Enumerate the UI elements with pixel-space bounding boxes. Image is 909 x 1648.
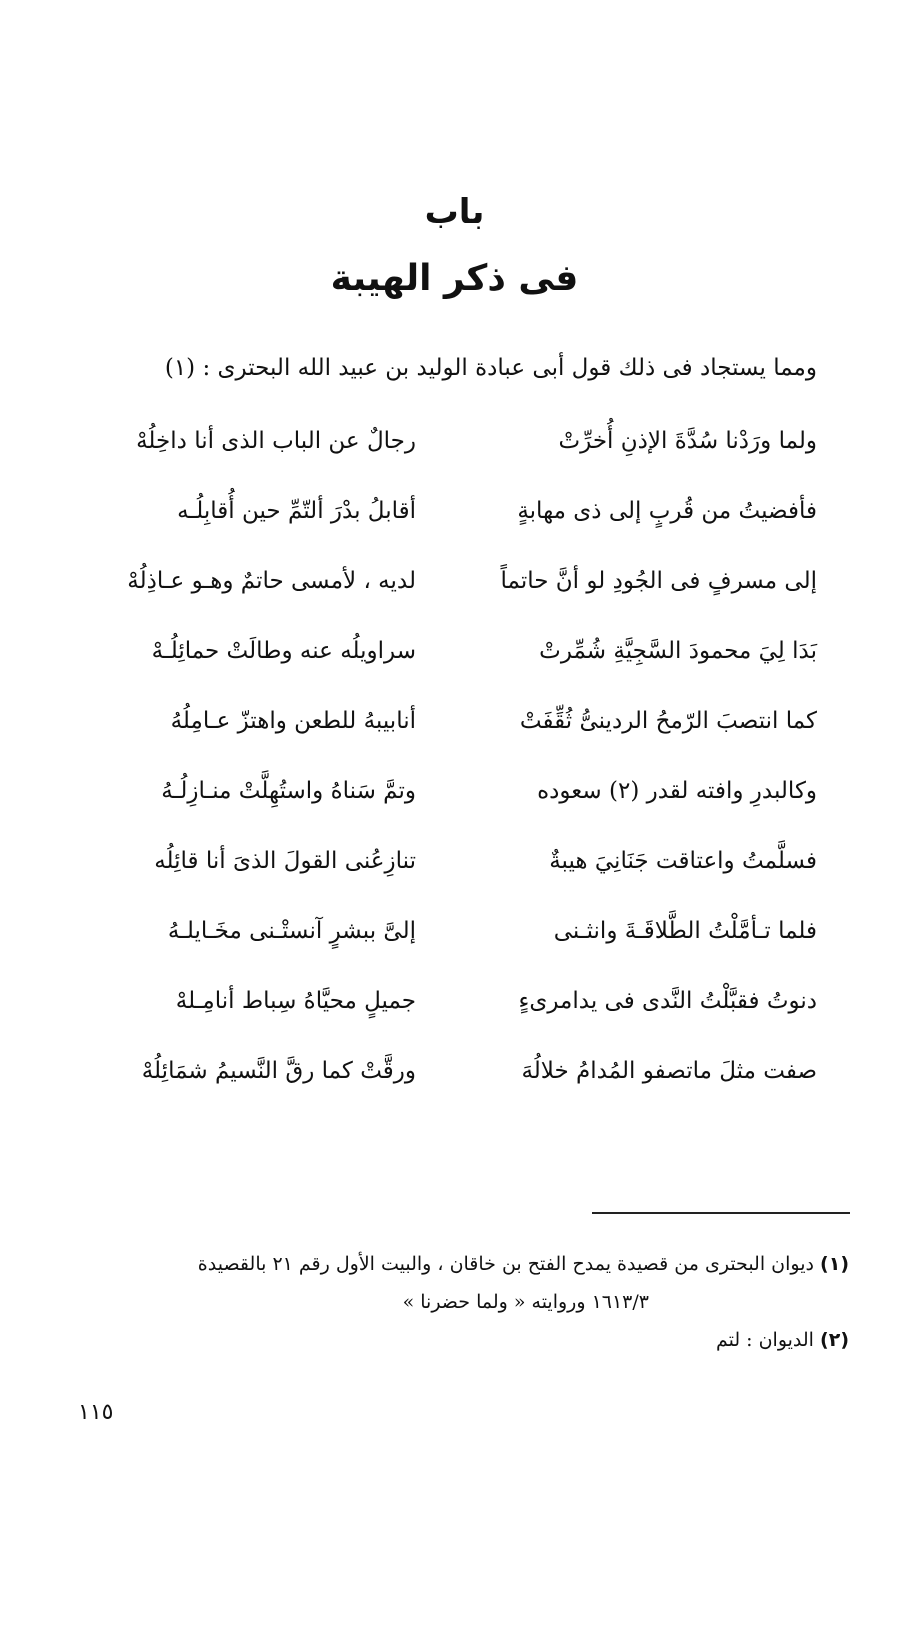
verse-first-hemistich: فأفضيتُ من قُربٍ إلى ذى مهابةٍ (517, 498, 817, 524)
verse (0, 700, 909, 770)
verse-second-hemistich: إلىَّ ببشرٍ آنستْـنى مخَـايلـهُ (167, 918, 416, 944)
verse (0, 980, 909, 1050)
verse-first-hemistich: كما انتصبَ الرّمحُ الردينىُّ ثُقِّفَتْ (519, 708, 817, 734)
verse (0, 840, 909, 910)
footnote-number: (١) (820, 1253, 849, 1275)
verse-first-hemistich: وكالبدرِ وافته لقدر (٢) سعوده (537, 778, 817, 804)
verse (0, 1050, 909, 1120)
verse-first-hemistich: دنوتُ فقبَّلْتُ النَّدى فى يدامرىءٍ (518, 988, 817, 1014)
chapter-title: فى ذكر الهيبة (330, 258, 579, 299)
verse (0, 560, 909, 630)
footnote-text: ديوان البحترى من قصيدة يمدح الفتح بن خاقان ، والبيت الأول رقم ٢١ بالقصيدة (197, 1253, 814, 1275)
verse (0, 490, 909, 560)
verse-second-hemistich: سراويلُه عنه وطالَتْ حمائِلُـهْ (151, 638, 416, 664)
verse-first-hemistich: بَدَا لِيَ محمودَ السَّجِيَّةِ شُمِّرتْ (539, 638, 817, 664)
verse-second-hemistich: وتمَّ سَناهُ واستُهِلَّتْ منـازِلُـهُ (161, 778, 416, 804)
verse-first-hemistich: ولما ورَدْنا سُدَّةَ الإذنِ أُخرِّتْ (558, 428, 817, 454)
footnote (60, 1321, 849, 1359)
verse-second-hemistich: أقابلُ بدْرَ ألتّمِّ حين أُقابِلُـه (177, 498, 416, 524)
verse-second-hemistich: تنازِعُنى القولَ الذىَ أنا قائِلُه (154, 848, 416, 874)
verse-second-hemistich: جميلٍ محيَّاهُ سِباط أنامِـلهْ (175, 988, 416, 1014)
footnote (60, 1245, 849, 1283)
verse-second-hemistich: أنابيبهُ للطعن واهتزّ عـامِلُهُ (170, 708, 416, 734)
footnote-text-continued: ١٦١٣/٣ وروايته « ولما حضرنا » (402, 1291, 649, 1313)
footnote-text: الديوان : لتم (715, 1329, 814, 1351)
verse-second-hemistich: رجالٌ عن الباب الذى أنا داخِلُهْ (136, 428, 416, 454)
verse (0, 630, 909, 700)
verse-second-hemistich: ورقَّتْ كما رقَّ النَّسيمُ شمَائِلُهْ (141, 1058, 416, 1084)
poem (0, 420, 909, 1120)
footnotes (60, 1245, 849, 1359)
footnote-divider (592, 1212, 850, 1214)
verse (0, 910, 909, 980)
verse-first-hemistich: فلما تـأمَّلْتُ الطَّلاقَـةَ وانثـنى (553, 918, 817, 944)
verse (0, 420, 909, 490)
verse-second-hemistich: لديه ، لأمسى حاتمٌ وهـو عـاذِلُهْ (127, 568, 416, 594)
footnote-number: (٢) (820, 1329, 849, 1351)
chapter-label: باب (424, 192, 485, 232)
footnote-continuation (60, 1283, 849, 1321)
verse-first-hemistich: صفت مثلَ ماتصفو المُدامُ خلالُهَ (521, 1058, 817, 1084)
verse (0, 770, 909, 840)
verse-first-hemistich: فسلَّمتُ واعتاقت جَنَانِيَ هيبةٌ (549, 848, 817, 874)
intro-line: ومما يستجاد فى ذلك قول أبى عبادة الوليد بن عبيد الله البحترى : (١) (164, 355, 817, 381)
verse-first-hemistich: إلى مسرفٍ فى الجُودِ لو أنَّ حاتماً (500, 568, 817, 594)
page-number: ١١٥ (78, 1400, 114, 1425)
